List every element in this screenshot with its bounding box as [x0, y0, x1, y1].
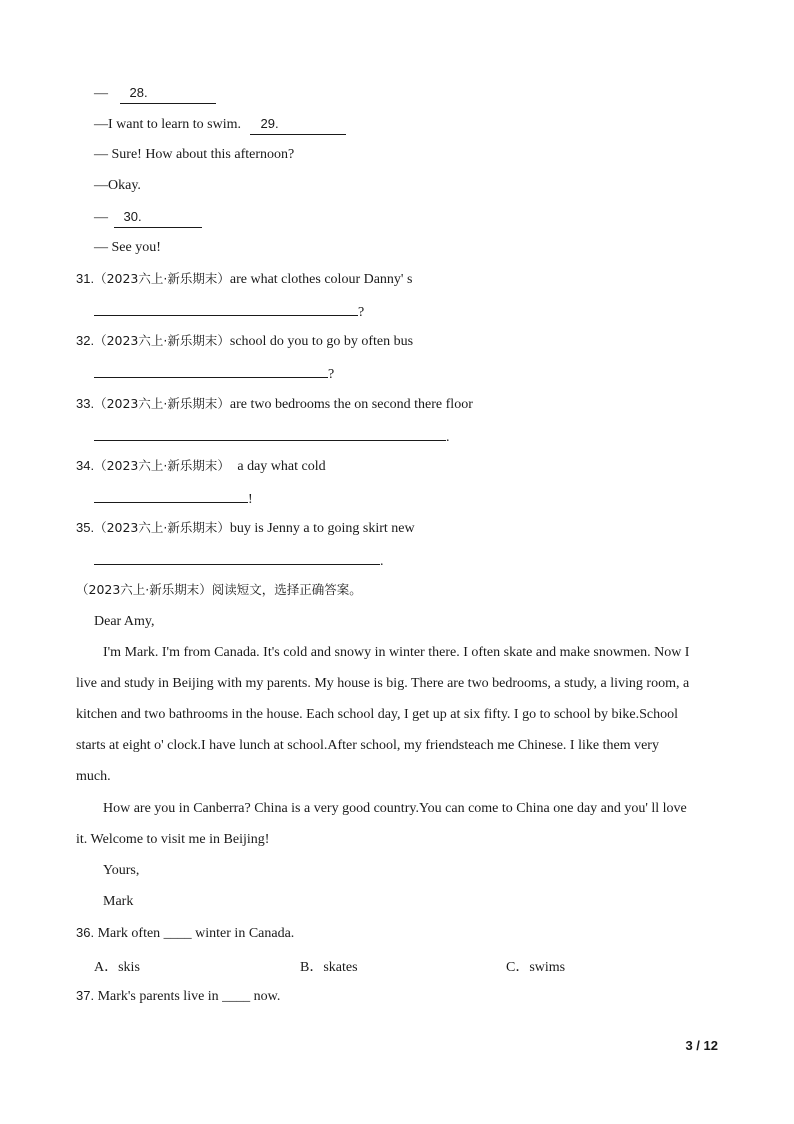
dialogue-text: —I want to learn to swim. [94, 117, 241, 132]
answer-line-31 [94, 301, 364, 322]
question-number: 31. [76, 271, 95, 286]
answer-blank[interactable] [94, 363, 328, 378]
blank-28-label: 28. [129, 85, 148, 100]
answer-line-35 [94, 550, 384, 571]
answer-line-33 [94, 426, 450, 447]
question-31 [76, 270, 412, 289]
blank-28 [120, 84, 216, 104]
answer-blank[interactable] [94, 426, 446, 441]
blank-29 [250, 115, 346, 135]
question-number: 36. [76, 925, 95, 940]
letter-closing: Yours, [103, 863, 140, 878]
dialogue-line-1 [94, 84, 216, 104]
dialogue-line-6: — See you! [94, 240, 161, 255]
letter-signature: Mark [103, 894, 134, 909]
question-number: 33. [76, 396, 95, 411]
option-c[interactable]: C．swims [506, 960, 566, 975]
question-source: （2023六上·新乐期末） [94, 396, 230, 411]
answer-punct: . [446, 430, 450, 445]
question-text: Mark often ____ winter in Canada. [97, 926, 295, 941]
letter-p1-line-2: live and study in Beijing with my parents. My house is big. There are two bedrooms, a study, a living room, a [76, 676, 690, 691]
question-36 [76, 924, 294, 943]
question-text: Mark's parents live in ____ now. [97, 989, 281, 1004]
answer-punct: ! [248, 492, 253, 507]
answer-blank[interactable] [94, 301, 358, 316]
dialogue-line-3: — Sure! How about this afternoon? [94, 147, 295, 162]
dash: — [94, 210, 108, 225]
question-source: （2023六上·新乐期末） [94, 271, 230, 286]
question-32 [76, 332, 413, 351]
dialogue-line-4: —Okay. [94, 178, 141, 193]
letter-p1-line-1: I'm Mark. I'm from Canada. It's cold and snowy in winter there. I often skate and make snowmen. Now I [103, 645, 690, 660]
answer-blank[interactable] [94, 488, 248, 503]
reading-instruction: （2023六上·新乐期末）阅读短文，选择正确答案。 [76, 582, 362, 597]
question-number: 34. [76, 458, 95, 473]
dash: — [94, 86, 108, 101]
letter-p1-line-3: kitchen and two bathrooms in the house. Each school day, I get up at six fifty. I go to school by bike.School [76, 707, 679, 722]
letter-p1-line-5: much. [76, 769, 111, 784]
question-words: are two bedrooms the on second there floor [229, 397, 473, 412]
dialogue-line-5 [94, 208, 202, 228]
question-words: school do you to go by often bus [229, 334, 414, 349]
question-words: buy is Jenny a to going skirt new [229, 521, 415, 536]
page-number: 3 / 12 [685, 1038, 718, 1053]
question-35 [76, 519, 415, 538]
answer-punct: ? [358, 305, 365, 320]
answer-blank[interactable] [94, 550, 380, 565]
question-source: （2023六上·新乐期末） [94, 520, 230, 535]
blank-29-label: 29. [260, 116, 279, 131]
answer-punct: . [380, 554, 384, 569]
question-33 [76, 395, 473, 414]
answer-line-32 [94, 363, 334, 384]
question-words: a day what cold [233, 459, 326, 474]
option-b[interactable]: B．skates [300, 960, 358, 975]
blank-30 [114, 208, 202, 228]
question-34 [76, 457, 326, 476]
letter-p2-line-1: How are you in Canberra? China is a very good country.You can come to China one day and you' ll love [103, 801, 687, 816]
dialogue-line-2 [94, 115, 346, 135]
option-a[interactable]: A．skis [94, 960, 140, 975]
question-words: are what clothes colour Danny' s [229, 272, 413, 287]
letter-p2-line-2: it. Welcome to visit me in Beijing! [76, 832, 270, 847]
question-37 [76, 987, 280, 1006]
blank-30-label: 30. [123, 209, 142, 224]
answer-line-34 [94, 488, 253, 509]
question-number: 37. [76, 988, 95, 1003]
question-number: 32. [76, 333, 95, 348]
question-source: （2023六上·新乐期末） [94, 458, 230, 473]
question-number: 35. [76, 520, 95, 535]
letter-greeting: Dear Amy, [94, 614, 155, 629]
letter-p1-line-4: starts at eight o' clock.I have lunch at school.After school, my friendsteach me Chinese. I like them very [76, 738, 659, 753]
answer-punct: ? [328, 367, 335, 382]
question-source: （2023六上·新乐期末） [94, 333, 230, 348]
